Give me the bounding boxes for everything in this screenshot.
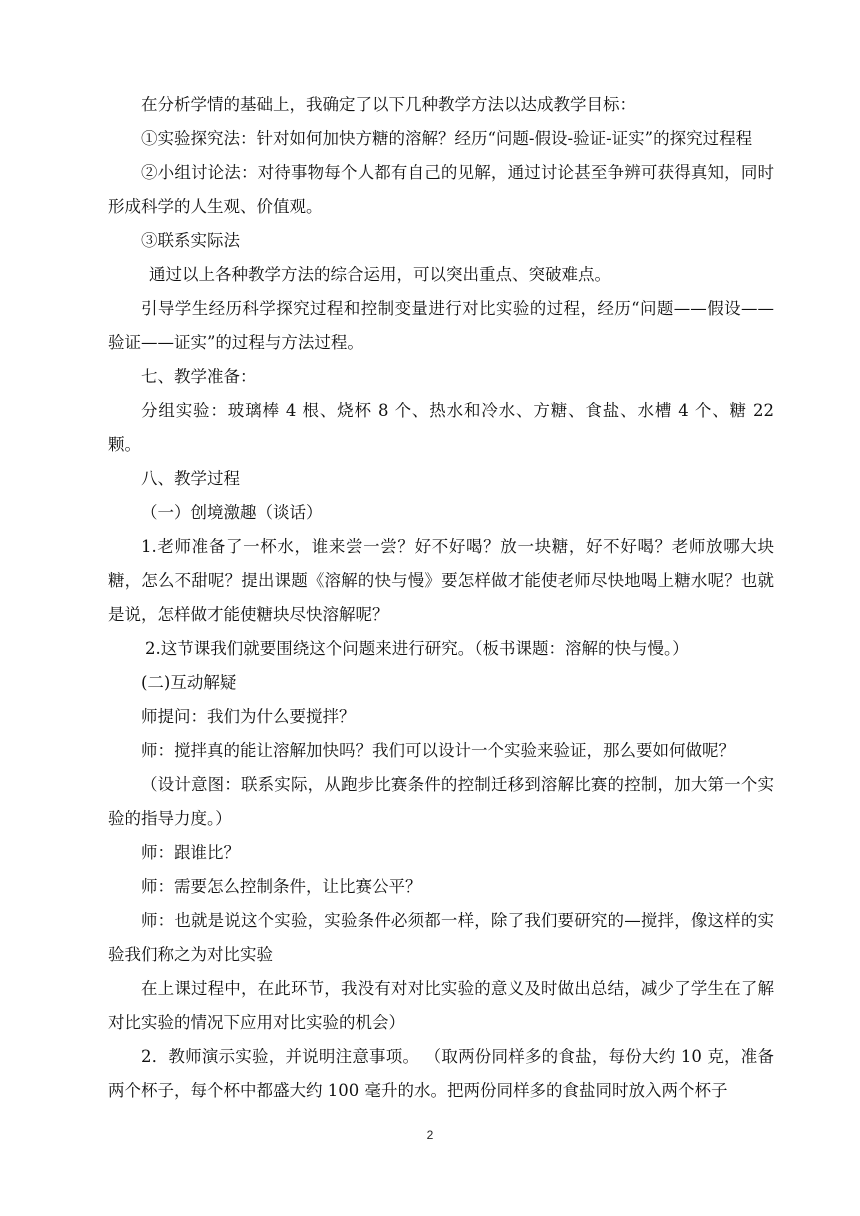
paragraph: 2.这节课我们就要围绕这个问题来进行研究。（板书课题：溶解的快与慢。） bbox=[145, 639, 689, 658]
paragraph: 2．教师演示实验，并说明注意事项。 （取两份同样多的食盐，每份大约 10 克，准备两个杯子，每个杯中都盛大约 100 毫升的水。把两份同样多的食盐同时放入两个杯子 bbox=[108, 1047, 774, 1100]
section-heading: 七、教学准备： bbox=[141, 367, 257, 386]
paragraph: 在上课过程中，在此环节，我没有对对比实验的意义及时做出总结，减少了学生在了解对比实验的情况下应用对比实验的机会） bbox=[108, 979, 774, 1032]
paragraph: 师：搅拌真的能让溶解加快吗？我们可以设计一个实验来验证，那么要如何做呢？ bbox=[141, 741, 735, 760]
paragraph: 师：需要怎么控制条件，让比赛公平？ bbox=[141, 877, 422, 896]
section-heading: 八、教学过程 bbox=[141, 469, 240, 488]
paragraph: 分组实验：玻璃棒 4 根、烧杯 8 个、热水和冷水、方糖、食盐、水槽 4 个、糖 22 颗。 bbox=[108, 401, 774, 454]
paragraph: 通过以上各种教学方法的综合运用，可以突出重点、突破难点。 bbox=[149, 265, 611, 284]
paragraph: （设计意图：联系实际，从跑步比赛条件的控制迁移到溶解比赛的控制，加大第一个实验的指导力度。） bbox=[108, 775, 774, 828]
paragraph: 在分析学情的基础上，我确定了以下几种教学方法以达成教学目标： bbox=[141, 95, 636, 114]
paragraph: ①实验探究法：针对如何加快方糖的溶解？经历“问题-假设-验证-证实”的探究过程程 bbox=[141, 129, 753, 148]
paragraph: 1.老师准备了一杯水，谁来尝一尝？好不好喝？放一块糖，好不好喝？老师放哪大块糖，怎么不甜呢？提出课题《溶解的快与慢》要怎样做才能使老师尽快地喝上糖水呢？也就是说，怎样做才能使糖块尽快溶解呢？ bbox=[108, 537, 774, 624]
paragraph: ③联系实际法 bbox=[141, 231, 240, 250]
subsection-heading: （一）创境激趣（谈话） bbox=[141, 503, 323, 522]
paragraph: 引导学生经历科学探究过程和控制变量进行对比实验的过程，经历“问题——假设——验证——证实”的过程与方法过程。 bbox=[108, 299, 774, 352]
document-body bbox=[108, 88, 774, 1108]
paragraph: 师：跟谁比？ bbox=[141, 843, 240, 862]
paragraph: ②小组讨论法：对待事物每个人都有自己的见解，通过讨论甚至争辨可获得真知，同时形成科学的人生观、价值观。 bbox=[108, 163, 774, 216]
paragraph: 师提问：我们为什么要搅拌？ bbox=[141, 707, 356, 726]
subsection-heading: (二)互动解疑 bbox=[141, 673, 237, 692]
paragraph: 师：也就是说这个实验，实验条件必须都一样，除了我们要研究的—搅拌，像这样的实验我们称之为对比实验 bbox=[108, 911, 774, 964]
page-number: 2 bbox=[426, 1128, 434, 1142]
